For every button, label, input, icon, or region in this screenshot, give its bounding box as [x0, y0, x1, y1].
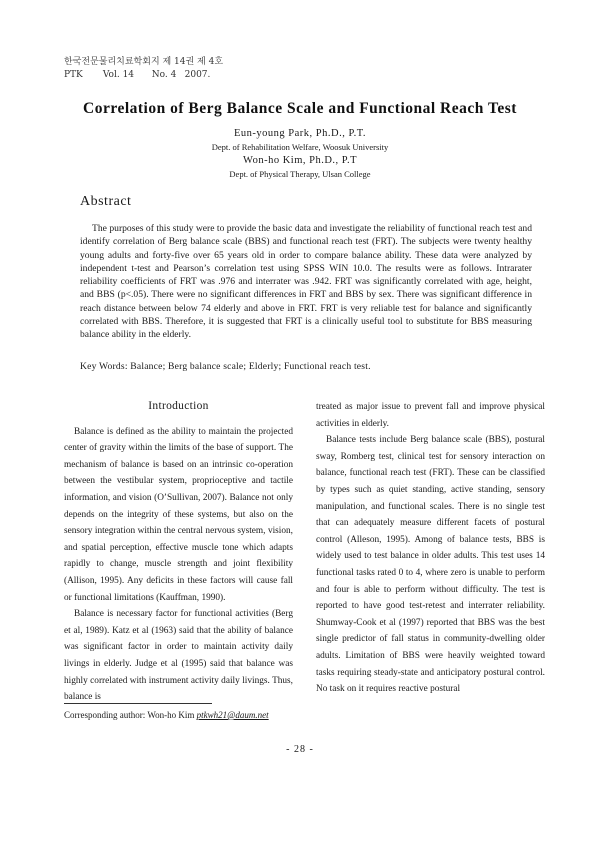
left-column	[64, 398, 293, 706]
journal-issue-line	[64, 69, 223, 82]
intro-paragraph: Balance is necessary factor for functional activities (Berg et al, 1989). Katz et al (1963) said that the ability of balance was significant factor in order to maintain activity daily livings in elderly. Judge et al (1995) said that balance was highly correlated with instrument activity daily livings. Thus, balance is	[64, 609, 293, 703]
intro-paragraph: Balance is defined as the ability to maintain the projected center of gravity within the limits of the base of support. The mechanism of balance is based on an intrinsic co-operation between the vestibular system, proprioceptive and tactile information, and vision (O’Sullivan, 2007). Balance not only depends on the integrity of these systems, but also on the sensory integration within the central nervous system, vision, and spatial perception, effective muscle tone which adapts rapidly to change, muscle strength and joint flexibility (Allison, 1995). Any deficits in these factors will cause fall or functional limitations (Kauffman, 1990).	[64, 426, 293, 603]
journal-issue: No. 4	[151, 70, 177, 80]
journal-volume: Vol. 14	[102, 70, 135, 80]
corresponding-author-footnote	[64, 710, 269, 720]
paper-title: Correlation of Berg Balance Scale and Functional Reach Test	[83, 100, 517, 117]
running-header	[64, 56, 223, 82]
intro-paragraph: treated as major issue to prevent fall and improve physical activities in elderly.	[316, 402, 545, 429]
author-affiliation-1: Dept. of Rehabilitation Welfare, Woosuk University	[211, 142, 389, 152]
introduction-heading: Introduction	[148, 400, 209, 412]
journal-abbr: PTK	[64, 70, 83, 80]
footnote-label: Corresponding author: Won-ho Kim	[64, 710, 195, 720]
author-block	[0, 127, 600, 181]
journal-korean-title: 한국전문물리치료학회지 제 14권 제 4호	[64, 57, 224, 67]
right-column	[316, 399, 545, 698]
journal-year: 2007.	[184, 70, 211, 80]
keywords: Key Words: Balance; Berg balance scale; Elderly; Functional reach test.	[80, 361, 371, 372]
author-email-link[interactable]: ptkwh21@daum.net	[196, 710, 269, 720]
author-affiliation-2: Dept. of Physical Therapy, Ulsan College	[229, 169, 371, 179]
author-name-1: Eun-young Park, Ph.D., P.T.	[233, 128, 366, 139]
footnote-divider	[64, 703, 212, 704]
author-name-2: Won-ho Kim, Ph.D., P.T	[243, 155, 357, 166]
page-number: - 28 -	[286, 744, 314, 755]
intro-paragraph: Balance tests include Berg balance scale (BBS), postural sway, Romberg test, clinical test for sensory interaction on balance, functional reach test (FRT). These can be classified by types such as quiet standing, active standing, sensory manipulation, and functional scales. There is no single test that can adequately measure different facets of postural control (Alleson, 1995). Among of balance tests, BBS is widely used to test balance in older adults. This test uses 14 functional tasks rated 0 to 4, where zero is unable to perform and four is able to perform without difficulty. The test is reported to have good test-retest and interrater reliability. Shumway-Cook et al (1997) reported that BBS was the best single predictor of fall status in community-dwelling older adults. Limitation of BBS were heavily weighted toward tasks requiring steady-state and anticipatory postural control. No task on it requires reactive postural	[316, 435, 545, 695]
abstract-body: The purposes of this study were to provide the basic data and investigate the reliability of functional reach test and identify correlation of Berg balance scale (BBS) and functional reach test (FRT). The subjects were twenty healthy young adults and forty-five over 65 years old in order to compare balance ability. These data were analyzed by independent t-test and Pearson’s correlation test using SPSS WIN 10.0. The results were as follows. Intrarater reliability coefficients of FRT was .976 and interrater was .942. FRT was significantly correlated with age, height, and BBS (p<.05). There were no significant differences in FRT and BBS by sex. There was significant difference in reach distance between below 74 elderly and above in FRT. FRT is very reliable test for balance and significantly correlated with BBS. Therefore, it is suggested that FRT is a clinically useful tool to substitute for BBS measuring balance ability in the elderly.	[80, 223, 532, 341]
abstract-heading: Abstract	[80, 194, 132, 209]
